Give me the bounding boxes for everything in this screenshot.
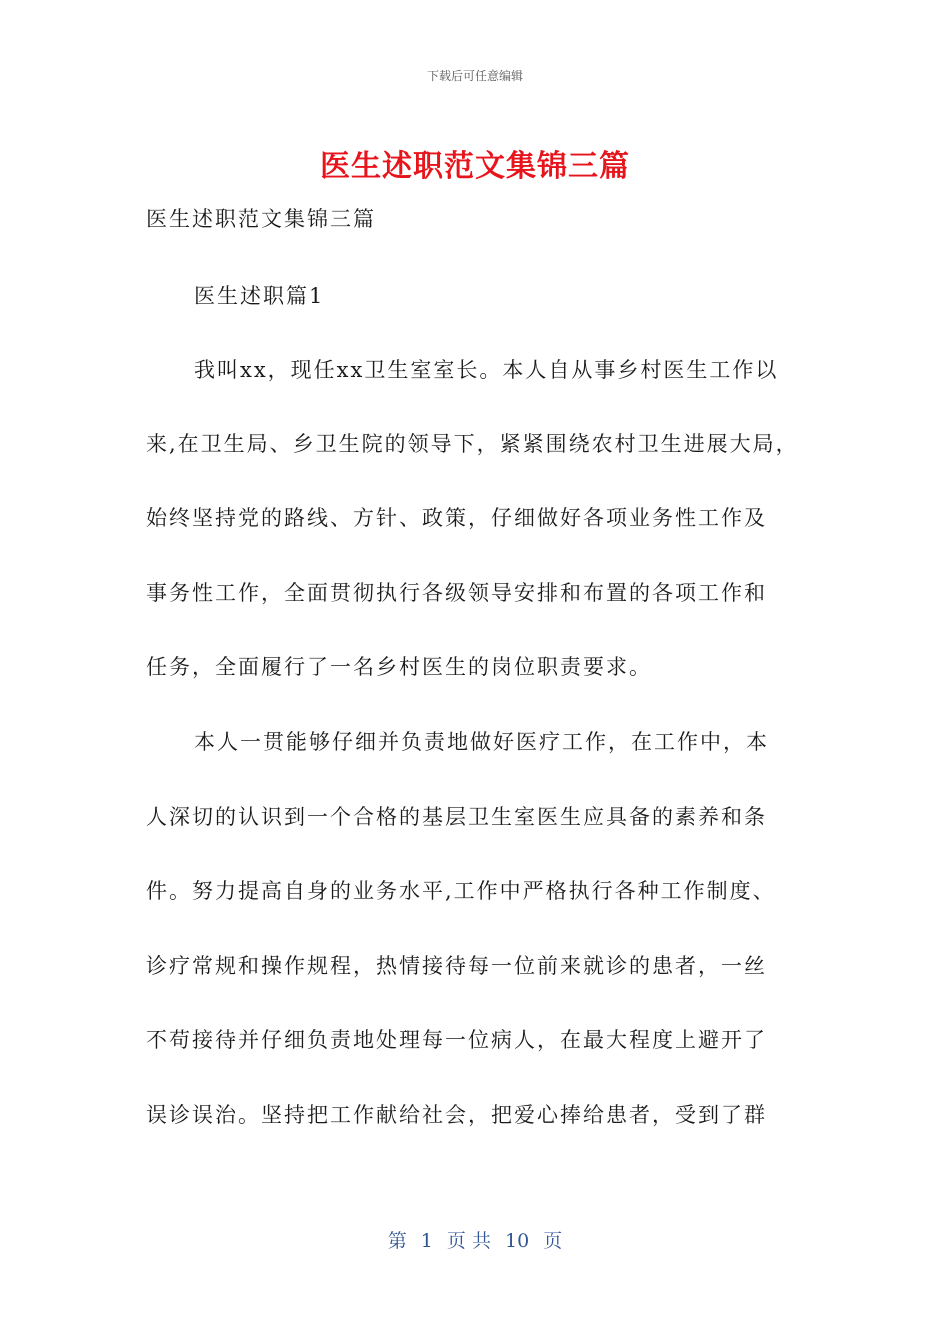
paragraph-line: 始终坚持党的路线、方针、政策，仔细做好各项业务性工作及 [146, 506, 767, 530]
footer-current-page: 1 [420, 1230, 433, 1252]
paragraph-line: 事务性工作，全面贯彻执行各级领导安排和布置的各项工作和 [146, 581, 767, 605]
page-footer [0, 1226, 950, 1253]
subtitle-line: 医生述职范文集锦三篇 [146, 207, 376, 231]
paragraph-line: 件。努力提高自身的业务水平,工作中严格执行各种工作制度、 [146, 879, 776, 903]
section-heading: 医生述职篇1 [194, 284, 325, 308]
paragraph-line: 不苟接待并仔细负责地处理每一位病人，在最大程度上避开了 [146, 1028, 767, 1052]
paragraph-line: 诊疗常规和操作规程，热情接待每一位前来就诊的患者，一丝 [146, 954, 767, 978]
paragraph-line: 误诊误治。坚持把工作献给社会，把爱心捧给患者，受到了群 [146, 1103, 767, 1127]
footer-prefix: 第 [387, 1230, 407, 1252]
footer-mid: 页 共 [446, 1230, 491, 1252]
paragraph-line: 我叫xx，现任xx卫生室室长。本人自从事乡村医生工作以 [194, 358, 779, 382]
footer-suffix: 页 [543, 1230, 563, 1252]
header-note: 下载后可任意编辑 [426, 69, 523, 83]
paragraph-line: 任务，全面履行了一名乡村医生的岗位职责要求。 [146, 655, 652, 679]
footer-total-pages: 10 [505, 1230, 530, 1252]
paragraph-line: 来,在卫生局、乡卫生院的领导下，紧紧围绕农村卫生进展大局， [146, 432, 799, 456]
paragraph-line: 本人一贯能够仔细并负责地做好医疗工作，在工作中，本 [194, 730, 769, 754]
paragraph-line: 人深切的认识到一个合格的基层卫生室医生应具备的素养和条 [146, 805, 767, 829]
document-title: 医生述职范文集锦三篇 [320, 149, 630, 184]
